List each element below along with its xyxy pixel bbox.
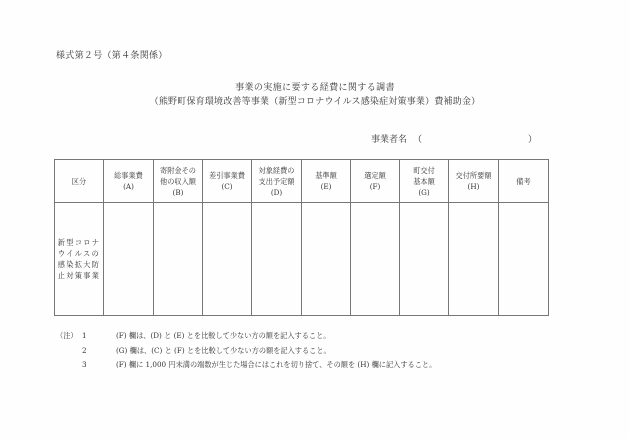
row-category: 新型コロナ ウイルスの 感染拡大防 止対策事業 bbox=[55, 203, 104, 316]
table-row bbox=[55, 203, 549, 316]
notes-section bbox=[56, 329, 436, 373]
header-planned-expenditure: 対象経費の 支出予定額 (D) bbox=[252, 160, 302, 203]
table-header-row bbox=[55, 160, 549, 203]
cell-net-cost[interactable] bbox=[203, 203, 252, 316]
expense-table bbox=[54, 159, 549, 316]
header-total-cost: 総事業費 (A) bbox=[104, 160, 154, 203]
cell-donations-other-income[interactable] bbox=[154, 203, 203, 316]
note-item: 3 (F) 欄に 1,000 円未満の端数が生じた場合にはこれを切り捨て、その額を (H) 欄に記入すること。 bbox=[82, 360, 437, 369]
header-remarks: 備考 bbox=[499, 160, 549, 203]
header-town-base-amount: 町交付 基本額 (G) bbox=[400, 160, 449, 203]
applicant-label: 事業者名 bbox=[371, 135, 408, 145]
document-title: 事業の実施に要する経費に関する調書 bbox=[235, 83, 395, 93]
applicant-open-paren: （ bbox=[413, 135, 423, 145]
header-donations-other-income: 寄附金その 他の収入額 (B) bbox=[154, 160, 203, 203]
header-category: 区分 bbox=[55, 160, 104, 203]
applicant-name-field[interactable] bbox=[371, 132, 541, 145]
cell-required-grant[interactable] bbox=[449, 203, 499, 316]
notes-prefix: （注） bbox=[56, 331, 78, 340]
note-item: 2 (G) 欄は、(C) と (F) とを比較して少ない方の額を記入すること。 bbox=[82, 345, 331, 355]
cell-selected-amount[interactable] bbox=[351, 203, 400, 316]
note-item: （注） 1 (F) 欄は、(D) と (E) とを比較して少ない方の額を記入すること。 bbox=[56, 329, 436, 344]
cell-remarks[interactable] bbox=[499, 203, 549, 316]
applicant-close-paren: ） bbox=[527, 135, 537, 145]
cell-standard-amount[interactable] bbox=[302, 203, 351, 316]
header-standard-amount: 基準額 (E) bbox=[302, 160, 351, 203]
document-subtitle: （熊野町保育環境改善等事業（新型コロナウイルス感染症対策事業）費補助金） bbox=[149, 97, 481, 107]
cell-total-cost[interactable] bbox=[104, 203, 154, 316]
cell-town-base-amount[interactable] bbox=[400, 203, 449, 316]
header-net-cost: 差引事業費 (C) bbox=[203, 160, 252, 203]
form-number: 様式第２号（第４条関係） bbox=[56, 51, 168, 61]
header-required-grant: 交付所要額 (H) bbox=[449, 160, 499, 203]
header-selected-amount: 選定額 (F) bbox=[351, 160, 400, 203]
cell-planned-expenditure[interactable] bbox=[252, 203, 302, 316]
